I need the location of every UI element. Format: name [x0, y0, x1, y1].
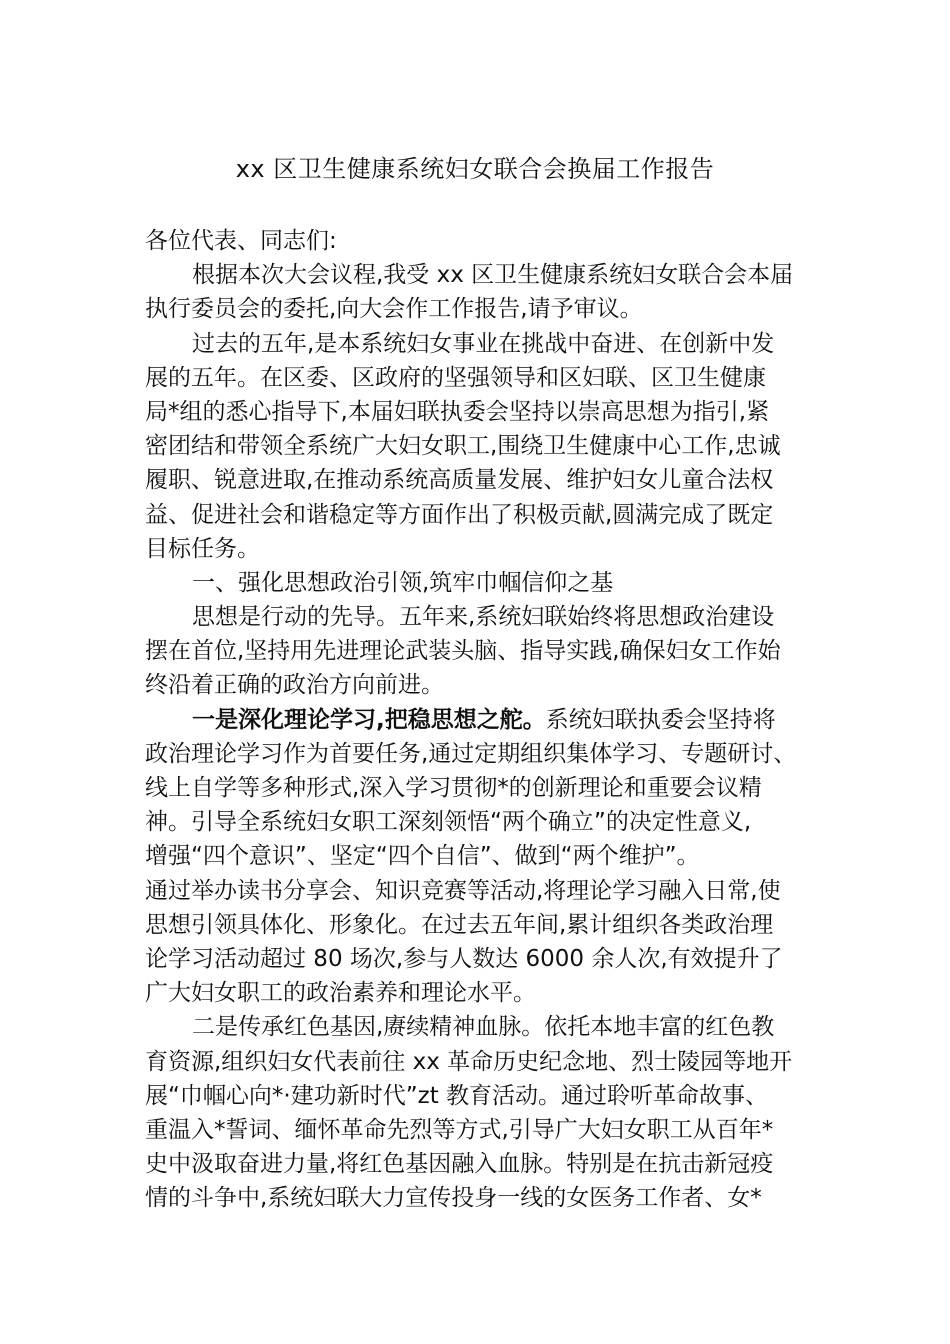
text-line: 广大妇女职工的政治素养和理论水平。: [145, 980, 536, 1007]
text-line: 增强“四个意识”、坚定“四个自信”、做到“两个维护”。: [145, 843, 700, 870]
text-line: 局*组的悉心指导下,本届妇联执委会坚持以崇高思想为指引,紧: [145, 398, 770, 425]
text-line: 育资源,组织妇女代表前往 xx 革命历史纪念地、烈士陵园等地开: [145, 1048, 793, 1075]
text-line: 一、强化思想政治引领,筑牢巾帼信仰之基: [192, 569, 614, 596]
text-line: 二是传承红色基因,赓续精神血脉。依托本地丰富的红色教: [192, 1014, 775, 1041]
text-line: 各位代表、同志们:: [145, 228, 337, 254]
text-line: 目标任务。: [145, 535, 260, 562]
text-line: 论学习活动超过 80 场次,参与人数达 6000 余人次,有效提升了: [145, 945, 783, 972]
text-line: 执行委员会的委托,向大会作工作报告,请予审议。: [145, 296, 643, 323]
text-line: 根据本次大会议程,我受 xx 区卫生健康系统妇女联合会本届: [192, 262, 794, 289]
document-title: xx 区卫生健康系统妇女联合会换届工作报告: [235, 155, 715, 183]
line-text: 系统妇联执委会坚持将: [545, 706, 776, 733]
text-line: 思想是行动的先导。五年来,系统妇联始终将思想政治建设: [192, 604, 775, 631]
text-line: 展“巾帼心向*·建功新时代”zt 教育活动。通过聆听革命故事、: [145, 1082, 769, 1109]
text-line: 终沿着正确的政治方向前进。: [145, 672, 444, 699]
document-body: [145, 224, 825, 1215]
text-line: 重温入*誓词、缅怀革命先烈等方式,引导广大妇女职工从百年*: [145, 1116, 774, 1143]
text-line: 过去的五年,是本系统妇女事业在挑战中奋进、在创新中发: [192, 330, 775, 357]
text-line: 史中汲取奋进力量,将红色基因融入血脉。特别是在抗击新冠疫: [145, 1151, 774, 1178]
text-line: 神。引导全系统妇女职工深刻领悟“两个确立”的决定性意义,: [145, 809, 752, 836]
text-line: 思想引领具体化、形象化。在过去五年间,累计组织各类政治理: [145, 911, 774, 938]
text-line: 摆在首位,坚持用先进理论武装头脑、指导实践,确保妇女工作始: [145, 638, 781, 665]
text-line: 益、促进社会和谐稳定等方面作出了积极贡献,圆满完成了既定: [145, 501, 774, 528]
text-line: 线上自学等多种形式,深入学习贯彻*的创新理论和重要会议精: [145, 775, 762, 801]
text-line: 情的斗争中,系统妇联大力宣传投身一线的女医务工作者、女*: [145, 1185, 762, 1212]
text-line: 政治理论学习作为首要任务,通过定期组织集体学习、专题研讨、: [145, 740, 797, 767]
text-line: 展的五年。在区委、区政府的坚强领导和区妇联、区卫生健康: [145, 364, 766, 391]
bold-lead-phrase: 一是深化理论学习,把稳思想之舵。: [192, 706, 546, 733]
text-line: 密团结和带领全系统广大妇女职工,围绕卫生健康中心工作,忠诚: [145, 433, 781, 460]
text-line: 通过举办读书分享会、知识竞赛等活动,将理论学习融入日常,使: [145, 877, 781, 904]
text-line: [145, 703, 825, 737]
text-line: 履职、锐意进取,在推动系统高质量发展、维护妇女儿童合法权: [145, 467, 774, 494]
